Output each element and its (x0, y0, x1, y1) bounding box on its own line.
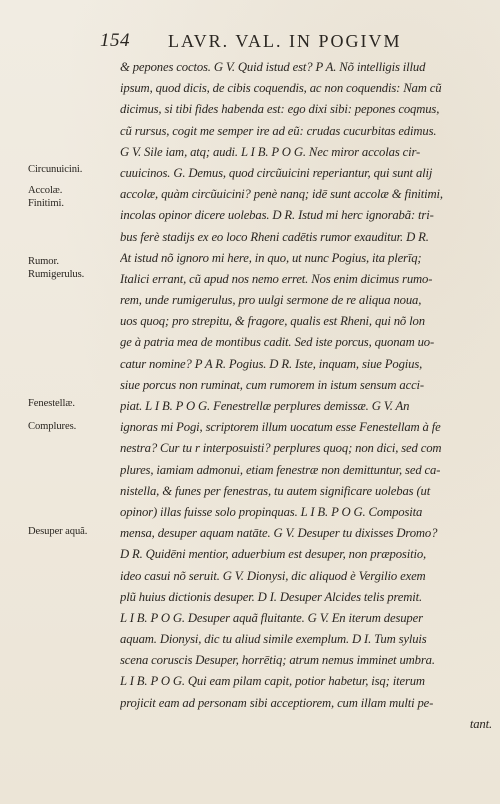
text-line: G V. Sile iam, atq; audi. L I B. P O G. Nec miror accolas cir- (120, 144, 421, 159)
text-line: plures, iamiam admonui, etiam fenestræ non demittuntur, sed ca- (120, 462, 441, 477)
main-text (120, 57, 492, 735)
text-line: D R. Quidēni mentior, aduerbium est desuper, non præpositio, (120, 547, 427, 562)
text-line: uos quoq; pro strepitu, & fragore, qualis est Rheni, qui nõ lon (120, 314, 425, 329)
text-line: mensa, desuper aquam natāte. G V. Desuper tu dixisses Dromo? (120, 526, 438, 541)
margin-note: Fenestellæ. (28, 398, 75, 409)
text-line: cuuicinos. G. Demus, quod circũuicini reperiantur, qui sunt alij (120, 165, 433, 180)
text-line: & pepones coctos. G V. Quid istud est? P A. Nõ intelligis illud (120, 60, 426, 74)
text-line: accolæ, quàm circũuicini? penè nanq; idē sunt accolæ & finitimi, (120, 187, 443, 202)
text-line: catur nomine? P A R. Pogius. D R. Iste, inquam, siue Pogius, (120, 356, 423, 371)
text-line: ipsum, quod dicis, de cibis coquendis, ac non coquendis: Nam cũ (120, 81, 442, 96)
text-line: siue porcus non ruminat, cum rumorem in istum sensum acci- (120, 377, 424, 392)
page-header (0, 28, 500, 56)
text-line: ideo casui nõ seruit. G V. Dionysi, dic aliquod è Vergilio exem (120, 568, 426, 583)
text-line: dicimus, si tibi fides habenda est: ego dixi sibi: pepones coqmus, (120, 102, 440, 117)
text-line: nistella, & funes per fenestras, tu autem significare uolebas (ut (120, 483, 431, 498)
margin-note: Rumigerulus. (28, 269, 85, 280)
text-line: plũ huius dictionis desuper. D I. Desuper Alcides telis premit. (120, 589, 423, 604)
text-line: opinor) illas fuisse solo propinquas. L I B. P O G. Composita (120, 504, 423, 519)
text-line: nestra? Cur tu r interposuisti? perplures quoq; non dici, sed com (120, 441, 442, 456)
text-line: bus ferè stadijs ex eo loco Rheni cadētis rumor exauditur. D R. (120, 229, 429, 244)
margin-note: Finitimi. (28, 198, 64, 209)
text-line: ge à patria mea de montibus cadit. Sed iste porcus, quonam uo- (120, 335, 435, 350)
text-line: aquam. Dionysi, dic tu aliud simile exemplum. D I. Tum syluis (120, 632, 427, 647)
text-line: rem, unde rumigerulus, pro uulgi sermone de re aliqua noua, (120, 293, 422, 308)
text-line: At istud nõ ignoro mi here, in quo, ut nunc Pogius, ita plerīq; (120, 250, 422, 265)
text-line: L I B. P O G. Desuper aquã fluitante. G V. En iterum desuper (120, 610, 423, 625)
text-line: Italici errant, cũ apud nos nemo erret. Nos enim dicimus rumo- (120, 271, 433, 286)
margin-note: Desuper aquã. (28, 526, 88, 537)
margin-note: Accolæ. (28, 185, 63, 196)
margin-note: Complures. (28, 421, 77, 432)
text-line: piat. L I B. P O G. Fenestrellæ perplures demissæ. G V. An (120, 399, 410, 413)
text-line: ignoras mi Pogi, scriptorem illum uocatum esse Fenestellam à fe (120, 420, 441, 435)
text-line: cũ rursus, cogit me semper ire ad eũ: crudas cucurbitas edimus. (120, 123, 437, 138)
margin-note: Circunuicini. (28, 164, 83, 175)
margin-note: Rumor. (28, 256, 59, 267)
running-head: LAVR. VAL. IN POGIVM (168, 31, 402, 51)
text-line: L I B. P O G. Qui eam pilam capit, potior habetur, isq; iterum (120, 674, 425, 689)
text-line: scena coruscis Desuper, horrētiq; atrum nemus imminet umbra. (120, 653, 435, 668)
page-number: 154 (100, 30, 130, 51)
text-line: projicit eam ad personam sibi acceptiorem, cum illam multi pe- (120, 695, 434, 710)
text-line: incolas opinor dicere uolebas. D R. Istud mi herc ignorabã: tri- (120, 208, 434, 223)
text-line-catch: tant. (469, 716, 492, 731)
